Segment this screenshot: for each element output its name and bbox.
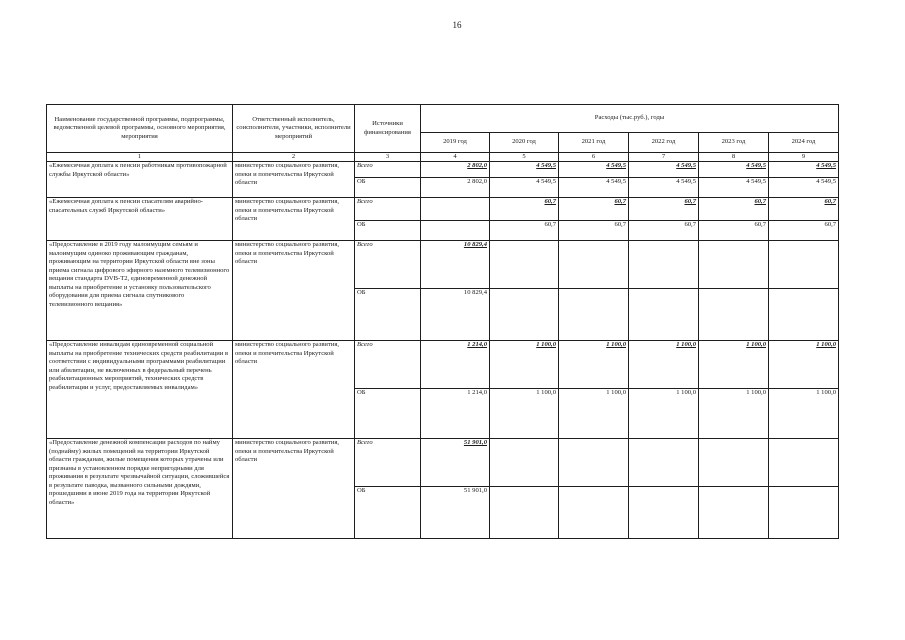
ob-value: 1 100,0 [629,389,699,439]
executor-cell: министерство социального развития, опеки и попечительства Иркутской области [233,162,355,198]
source-total-label: Всего [355,241,421,289]
total-value: 1 214,0 [421,341,490,389]
source-ob-label: ОБ [355,487,421,539]
total-value [769,439,839,487]
column-number: 6 [559,153,629,162]
total-value: 1 100,0 [629,341,699,389]
ob-value: 60,7 [769,221,839,241]
total-value: 60,7 [769,198,839,221]
ob-value: 51 901,0 [421,487,490,539]
executor-cell: министерство социального развития, опеки и попечительства Иркутской области [233,341,355,439]
source-ob-label: ОБ [355,178,421,198]
table-row [47,162,839,178]
total-value: 60,7 [629,198,699,221]
total-value [629,241,699,289]
header-year: 2024 год [769,133,839,153]
total-value: 4 549,5 [699,162,769,178]
ob-value: 60,7 [490,221,559,241]
total-value [490,241,559,289]
header-year: 2023 год [699,133,769,153]
ob-value: 10 829,4 [421,289,490,341]
total-value: 60,7 [559,198,629,221]
total-value [699,241,769,289]
total-value [629,439,699,487]
activity-name: «Ежемесячная доплата к пенсии спасателям аварийно-спасательных служб Иркутской области» [47,198,233,241]
ob-value [490,289,559,341]
table-row [47,439,839,487]
ob-value [629,487,699,539]
header-expenses: Расходы (тыс.руб.), годы [421,105,839,133]
total-value [769,241,839,289]
column-number: 9 [769,153,839,162]
budget-table [46,104,839,539]
column-number: 8 [699,153,769,162]
total-value: 2 802,0 [421,162,490,178]
source-total-label: Всего [355,439,421,487]
total-value [421,198,490,221]
ob-value [490,487,559,539]
ob-value: 2 802,0 [421,178,490,198]
ob-value: 4 549,5 [629,178,699,198]
header-year: 2019 год [421,133,490,153]
column-number: 7 [629,153,699,162]
total-value: 4 549,5 [559,162,629,178]
ob-value: 4 549,5 [699,178,769,198]
column-number: 3 [355,153,421,162]
source-ob-label: ОБ [355,289,421,341]
column-number: 5 [490,153,559,162]
executor-cell: министерство социального развития, опеки и попечительства Иркутской области [233,241,355,341]
source-total-label: Всего [355,198,421,221]
ob-value [559,487,629,539]
ob-value: 1 100,0 [769,389,839,439]
ob-value: 4 549,5 [769,178,839,198]
executor-cell: министерство социального развития, опеки и попечительства Иркутской области [233,439,355,539]
total-value: 51 901,0 [421,439,490,487]
ob-value [769,487,839,539]
total-value: 60,7 [699,198,769,221]
header-source: Источники финансирования [355,105,421,153]
total-value: 4 549,5 [490,162,559,178]
header-year: 2022 год [629,133,699,153]
source-total-label: Всего [355,341,421,389]
source-ob-label: ОБ [355,221,421,241]
executor-cell: министерство социального развития, опеки и попечительства Иркутской области [233,198,355,241]
total-value: 1 100,0 [559,341,629,389]
ob-value: 4 549,5 [559,178,629,198]
table-row [47,241,839,289]
activity-name: «Предоставление инвалидам единовременной социальной выплаты на приобретение технических средств реабилитации в соответствии с индивидуальными программами реабилитации или абилитации, не включенных в федеральный перечень реабилитационных мероприятий, технических средств реабилитации и услуг, предоставляемых инвалидам» [47,341,233,439]
column-number: 1 [47,153,233,162]
ob-value: 4 549,5 [490,178,559,198]
total-value: 1 100,0 [769,341,839,389]
ob-value [699,289,769,341]
total-value [559,241,629,289]
total-value: 4 549,5 [629,162,699,178]
column-number: 2 [233,153,355,162]
ob-value: 60,7 [559,221,629,241]
table-row [47,341,839,389]
table-row [47,198,839,221]
ob-value: 60,7 [629,221,699,241]
total-value: 1 100,0 [699,341,769,389]
header-name: Наименование государственной программы, подпрограммы, ведомственной целевой программы, основного мероприятия, мероприятия [47,105,233,153]
ob-value [629,289,699,341]
total-value: 1 100,0 [490,341,559,389]
activity-name: «Предоставление денежной компенсации расходов по найму (поднайму) жилых помещений на территории Иркутской области гражданам, жилые помещения которых утрачены или признаны в установленном порядке непригодными для проживания в результате чрезвычайной ситуации, сложившейся в результате паводка, вызванного сильными дождями, прошедшими в июне 2019 года на территории Иркутской области» [47,439,233,539]
total-value [490,439,559,487]
column-number: 4 [421,153,490,162]
ob-value [559,289,629,341]
ob-value: 1 100,0 [490,389,559,439]
page-number: 16 [452,20,462,30]
header-executor: Ответственный исполнитель, соисполнители, участники, исполнители мероприятий [233,105,355,153]
ob-value: 1 100,0 [559,389,629,439]
header-year: 2020 год [490,133,559,153]
header-year: 2021 год [559,133,629,153]
ob-value [421,221,490,241]
activity-name: «Ежемесячная доплата к пенсии работникам противопожарной службы Иркутской области» [47,162,233,198]
total-value [559,439,629,487]
ob-value [699,487,769,539]
ob-value: 60,7 [699,221,769,241]
ob-value [769,289,839,341]
total-value: 4 549,5 [769,162,839,178]
ob-value: 1 100,0 [699,389,769,439]
total-value: 60,7 [490,198,559,221]
total-value [699,439,769,487]
total-value: 10 829,4 [421,241,490,289]
ob-value: 1 214,0 [421,389,490,439]
source-ob-label: ОБ [355,389,421,439]
activity-name: «Предоставление в 2019 году малоимущим семьям и малоимущим одиноко проживающим гражданам, проживающим на территории Иркутской области вне зоны приема сигнала цифрового эфирного наземного телевизионного вещания стандарта DVB-T2, единовременной денежной выплаты на приобретение и установку пользовательского оборудования для приема сигнала спутникового телевизионного вещания» [47,241,233,341]
source-total-label: Всего [355,162,421,178]
